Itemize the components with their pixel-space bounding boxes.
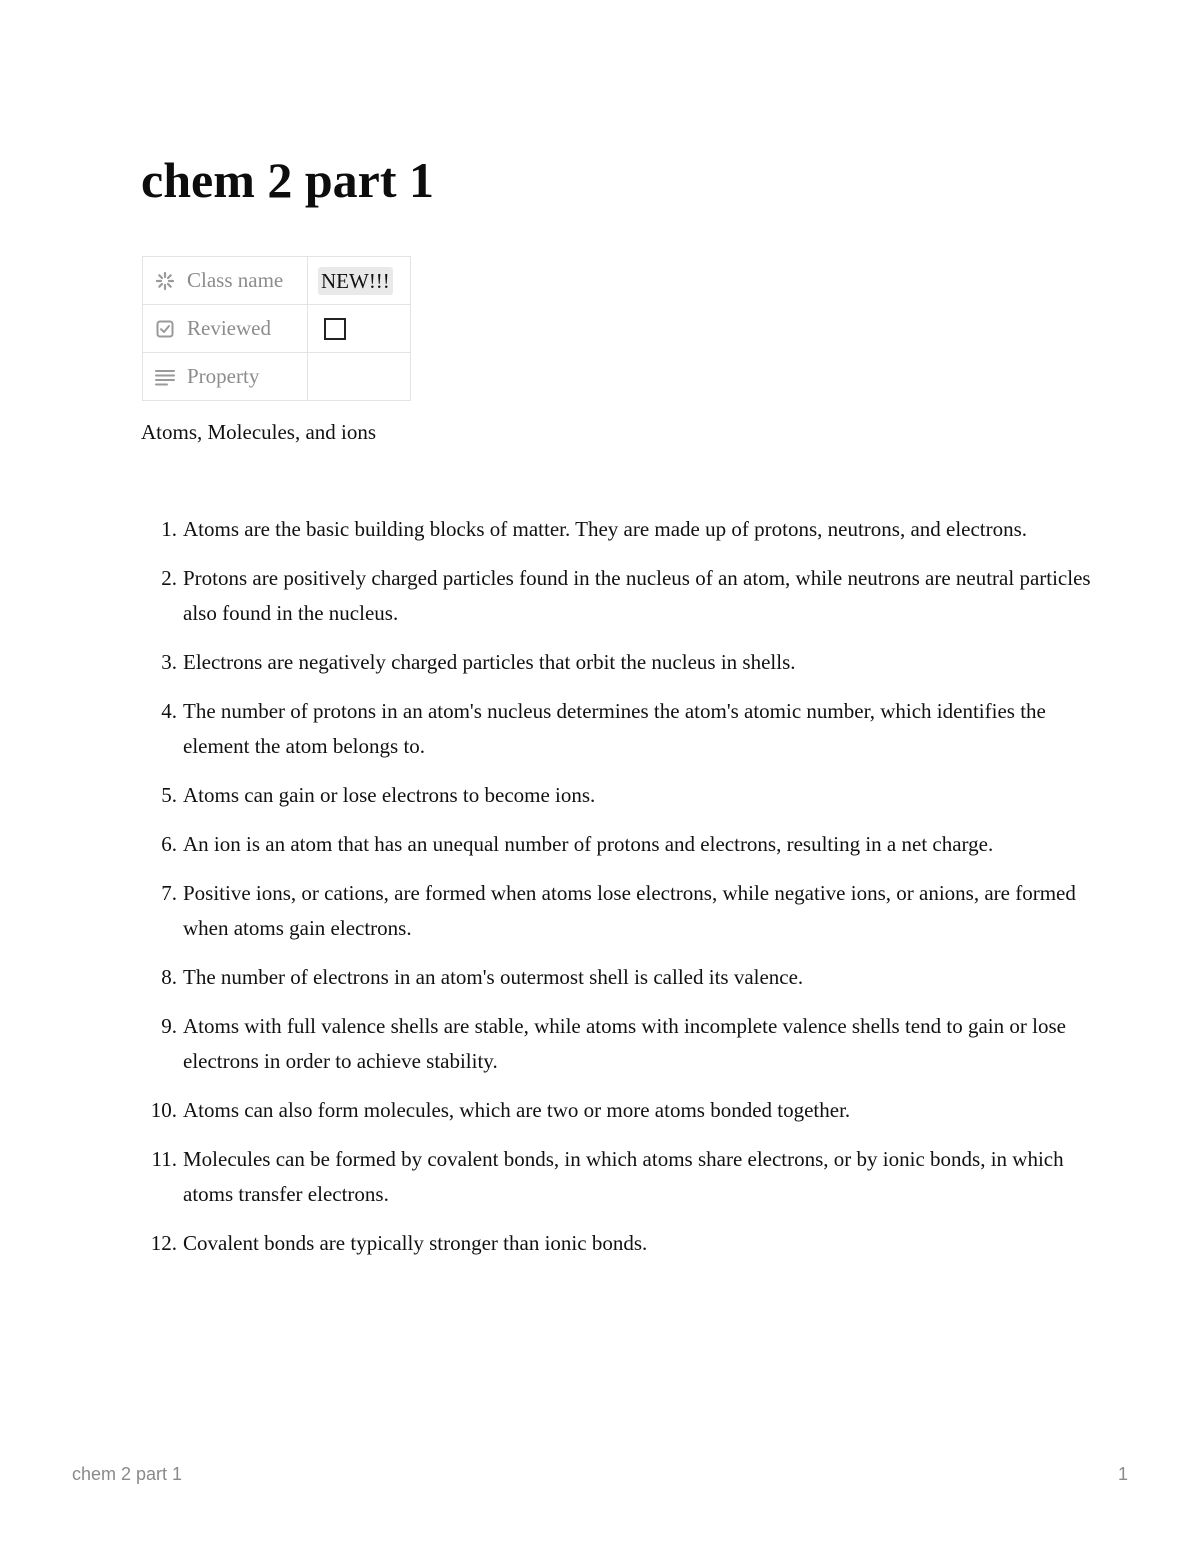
list-item-text: Atoms with full valence shells are stable, while atoms with incomplete valence shells tend to gain or lose electrons in order to achieve stability. [183, 1014, 1066, 1073]
list-item-text: Electrons are negatively charged particles that orbit the nucleus in shells. [183, 650, 796, 674]
list-item-number: 5. [161, 783, 177, 807]
list-item [141, 1009, 1101, 1079]
list-item [141, 512, 1101, 547]
footer-page-number: 1 [1117, 1464, 1128, 1484]
list-item-number: 7. [161, 881, 177, 905]
property-row-class-name [143, 257, 411, 305]
list-item-text: Atoms are the basic building blocks of matter. They are made up of protons, neutrons, and electrons. [183, 517, 1028, 541]
list-item-text: The number of protons in an atom's nucleus determines the atom's atomic number, which identifies the element the atom belongs to. [183, 699, 1046, 758]
list-item [141, 876, 1101, 946]
list-item [141, 960, 1101, 995]
list-item-text: The number of electrons in an atom's outermost shell is called its valence. [183, 965, 804, 989]
class-name-tag[interactable]: NEW!!! [318, 267, 393, 295]
list-item-text: Protons are positively charged particles found in the nucleus of an atom, while neutrons are neutral particles also found in the nucleus. [183, 566, 1091, 625]
property-row-reviewed [143, 305, 411, 353]
checkbox-icon [154, 318, 176, 340]
list-item [141, 561, 1101, 631]
property-row-property [143, 353, 411, 401]
property-key-class-name: Class name [187, 268, 284, 292]
property-value-empty[interactable] [308, 353, 411, 401]
loading-spinner-icon [154, 270, 176, 292]
numbered-list [141, 512, 1101, 1275]
list-item [141, 1226, 1101, 1261]
list-item [141, 827, 1101, 862]
list-item-number: 12. [150, 1231, 177, 1255]
section-subtitle: Atoms, Molecules, and ions [141, 420, 377, 444]
property-key-reviewed: Reviewed [187, 316, 271, 340]
list-item-text: Molecules can be formed by covalent bonds, in which atoms share electrons, or by ionic bonds, in which atoms transfer electrons. [183, 1147, 1064, 1206]
list-item [141, 694, 1101, 764]
footer-title: chem 2 part 1 [72, 1464, 183, 1484]
list-item-text: Positive ions, or cations, are formed when atoms lose electrons, while negative ions, or anions, are formed when atoms gain electrons. [183, 881, 1076, 940]
list-item-number: 6. [161, 832, 177, 856]
list-item-number: 10. [150, 1098, 177, 1122]
reviewed-checkbox[interactable] [324, 318, 346, 340]
properties-table [142, 256, 411, 401]
list-item-number: 3. [161, 650, 177, 674]
list-item [141, 1093, 1101, 1128]
list-item-number: 2. [161, 566, 177, 590]
list-item-number: 11. [151, 1147, 177, 1171]
list-item-number: 8. [161, 965, 177, 989]
list-item-text: Atoms can gain or lose electrons to become ions. [183, 783, 596, 807]
list-item [141, 645, 1101, 680]
list-item-number: 4. [161, 699, 177, 723]
list-item-text: An ion is an atom that has an unequal number of protons and electrons, resulting in a net charge. [183, 832, 994, 856]
list-item [141, 778, 1101, 813]
list-item [141, 1142, 1101, 1212]
property-key-property: Property [187, 364, 260, 388]
page-title: chem 2 part 1 [141, 152, 434, 208]
text-lines-icon [154, 366, 176, 388]
list-item-text: Covalent bonds are typically stronger than ionic bonds. [183, 1231, 648, 1255]
list-item-number: 1. [161, 517, 177, 541]
list-item-number: 9. [161, 1014, 177, 1038]
list-item-text: Atoms can also form molecules, which are two or more atoms bonded together. [183, 1098, 851, 1122]
